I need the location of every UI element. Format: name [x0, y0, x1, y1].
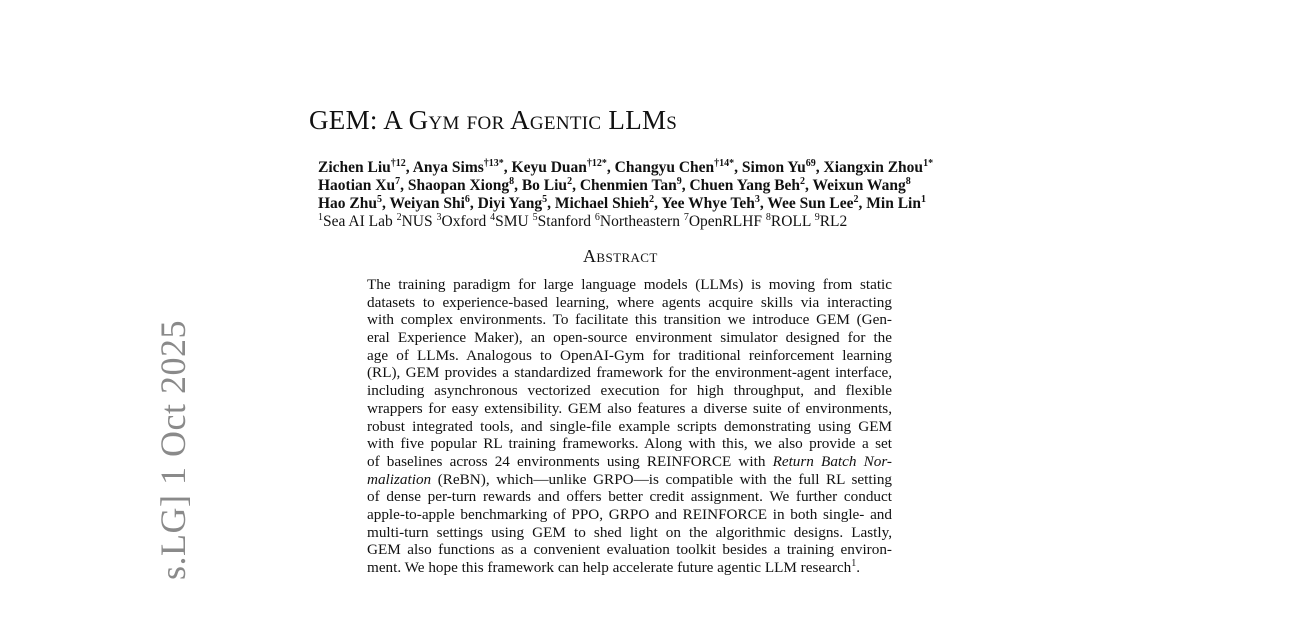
author-name: Michael Shieh	[554, 195, 650, 212]
abstract-italic-term: Return Batch Nor-	[772, 452, 892, 470]
author-affiliation-marker: 1*	[923, 158, 934, 169]
author-name: Anya Sims	[412, 159, 484, 176]
author-name: Chuen Yang Beh	[689, 177, 801, 194]
abstract-text: of dense per-turn rewards and offers better credit assignment. We further conduct	[367, 488, 892, 506]
affiliation-marker: 3	[436, 212, 442, 223]
author-affiliation-marker: 2	[649, 194, 655, 205]
author-affiliation-marker: †14*	[714, 158, 735, 169]
abstract-line	[367, 488, 892, 506]
author-name: Yee Whye Teh	[661, 195, 755, 212]
abstract-text: (RL), GEM provides a standardized framework for the environment-agent interface,	[367, 364, 892, 382]
author-affiliation-marker: 5	[542, 194, 548, 205]
affiliation-name: Sea AI Lab	[323, 213, 393, 230]
author-affiliation-marker: †12*	[586, 158, 607, 169]
author-name: Wee Sun Lee	[767, 195, 854, 212]
abstract-line	[367, 559, 892, 577]
affiliation-marker: 4	[490, 212, 496, 223]
affiliation-name: Stanford	[537, 213, 592, 230]
abstract-text: multi-turn settings using GEM to shed light on the algorithmic designs. Lastly,	[367, 523, 892, 541]
author-separator: ,	[759, 195, 768, 212]
affiliation-marker: 6	[594, 212, 600, 223]
abstract-heading: Abstract	[583, 246, 658, 266]
author-separator: ,	[400, 177, 408, 194]
author-separator: ,	[572, 177, 580, 194]
author-separator: ,	[858, 195, 867, 212]
affiliation-line	[318, 213, 1018, 231]
abstract-line	[367, 471, 892, 489]
abstract-text: with complex environments. To facilitate this transition we introduce GEM (Gen-	[367, 311, 892, 329]
abstract-line	[367, 541, 892, 559]
affiliation-marker: 9	[814, 212, 820, 223]
abstract-text: of baselines across 24 environments using REINFORCE with	[367, 452, 773, 470]
author-separator: ,	[382, 195, 390, 212]
abstract-line	[367, 524, 892, 542]
author-affiliation-marker: 6	[464, 194, 470, 205]
author-affiliation-marker: 8	[509, 176, 515, 187]
author-affiliation-marker: 1	[920, 194, 926, 205]
author-affiliation-marker: 5	[377, 194, 383, 205]
author-affiliation-marker: 2	[567, 176, 573, 187]
author-affiliation-marker: 9	[676, 176, 682, 187]
affiliation-marker: 7	[683, 212, 689, 223]
author-affiliation-marker: †12	[390, 158, 406, 169]
abstract-text: GEM also functions as a convenient evaluation toolkit besides a training environ-	[367, 541, 892, 559]
author-separator: ,	[654, 195, 662, 212]
affiliation-name: Northeastern	[599, 213, 680, 230]
abstract-text: robust integrated tools, and single-file example scripts demonstrating using GEM	[367, 417, 892, 435]
affiliation-marker: 2	[396, 212, 402, 223]
abstract-line	[367, 400, 892, 418]
abstract-text: wrappers for easy extensibility. GEM also features a diverse suite of environments,	[367, 399, 892, 417]
author-name: Weiyan Shi	[389, 195, 465, 212]
author-name: Diyi Yang	[477, 195, 543, 212]
affiliation-marker: 5	[532, 212, 538, 223]
author-separator: ,	[469, 195, 478, 212]
abstract-line	[367, 453, 892, 471]
abstract-line	[367, 382, 892, 400]
abstract-text: datasets to experience-based learning, where agents acquire skills via interacting	[367, 293, 892, 311]
author-name: Xiangxin Zhou	[823, 159, 924, 176]
arxiv-side-stamp: s.LG] 1 Oct 2025	[153, 320, 193, 580]
author-name: Shaopan Xiong	[407, 177, 510, 194]
author-separator: ,	[547, 195, 555, 212]
abstract-line	[367, 276, 892, 294]
author-separator: ,	[405, 159, 413, 176]
author-line	[318, 177, 1018, 195]
abstract-line	[367, 418, 892, 436]
abstract-line	[367, 294, 892, 312]
author-separator: ,	[734, 159, 742, 176]
abstract-text: including asynchronous vectorized execution for high throughput, and flexible	[367, 382, 892, 400]
author-separator: ,	[815, 159, 824, 176]
author-line	[318, 195, 1018, 213]
author-lines	[318, 159, 1018, 213]
author-affiliation-marker: 7	[395, 176, 401, 187]
abstract-body	[367, 276, 892, 577]
affiliation-name: OpenRLHF	[688, 213, 763, 230]
affiliation-marker: 8	[765, 212, 771, 223]
abstract-line	[367, 435, 892, 453]
affiliation-name: SMU	[495, 213, 529, 230]
author-separator: ,	[606, 159, 615, 176]
author-name: Keyu Duan	[511, 159, 587, 176]
author-name: Hao Zhu	[318, 195, 378, 212]
abstract-line	[367, 364, 892, 382]
author-name: Simon Yu	[741, 159, 806, 176]
author-affiliation-marker: 3	[754, 194, 760, 205]
author-block	[318, 159, 1018, 231]
author-affiliation-marker: 2	[853, 194, 859, 205]
author-affiliation-marker: 2	[800, 176, 806, 187]
affiliation-name: ROLL	[770, 213, 811, 230]
author-name: Changyu Chen	[614, 159, 715, 176]
abstract-text: with five popular RL training frameworks. Along with this, we also provide a set	[367, 435, 892, 453]
abstract-text: age of LLMs. Analogous to OpenAI-Gym for traditional reinforcement learning	[367, 346, 892, 364]
author-line	[318, 159, 1018, 177]
abstract-line	[367, 329, 892, 347]
author-separator: ,	[681, 177, 690, 194]
author-name: Chenmien Tan	[579, 177, 677, 194]
author-separator: ,	[503, 159, 512, 176]
author-name: Weixun Wang	[812, 177, 906, 194]
author-separator: ,	[514, 177, 522, 194]
author-name: Haotian Xu	[318, 177, 396, 194]
affiliation-name: RL2	[819, 213, 848, 230]
affiliation-name: Oxford	[441, 213, 487, 230]
abstract-text: (ReBN), which—unlike GRPO—is compatible with the full RL setting	[431, 470, 892, 488]
author-affiliation-marker: 8	[905, 176, 911, 187]
abstract-text: ment. We hope this framework can help accelerate future agentic LLM research	[367, 559, 852, 576]
footnote-marker: 1	[851, 558, 857, 569]
author-name: Bo Liu	[521, 177, 568, 194]
abstract-line	[367, 347, 892, 365]
abstract-text: .	[856, 559, 861, 576]
affiliation-name: NUS	[401, 213, 433, 230]
author-separator: ,	[805, 177, 813, 194]
author-name: Zichen Liu	[318, 159, 391, 176]
author-affiliation-marker: †13*	[483, 158, 504, 169]
author-affiliation-marker: 69	[805, 158, 816, 169]
affiliation-marker: 1	[318, 212, 323, 223]
abstract-line	[367, 311, 892, 329]
author-name: Min Lin	[866, 195, 921, 212]
abstract-text: The training paradigm for large language models (LLMs) is moving from static	[367, 276, 892, 293]
abstract-line	[367, 506, 892, 524]
paper-title: GEM: A Gym for Agentic LLMs	[309, 105, 678, 135]
abstract-text: apple-to-apple benchmarking of PPO, GRPO and REINFORCE in both single- and	[367, 505, 892, 523]
abstract-italic-term: malization	[367, 470, 432, 488]
abstract-text: eral Experience Maker), an open-source environment simulator designed for the	[367, 329, 892, 347]
